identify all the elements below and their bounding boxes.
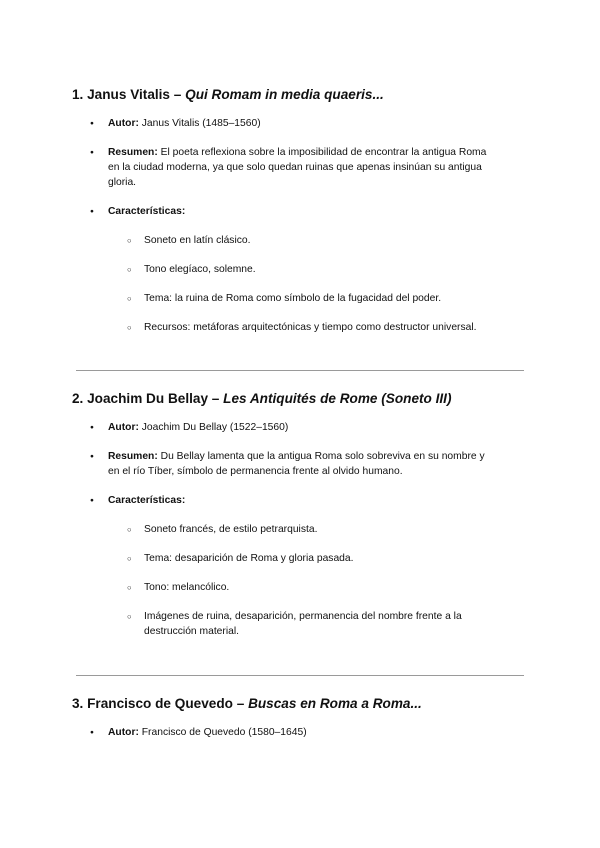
work-title: Les Antiquités de Rome (Soneto III) xyxy=(223,391,452,406)
resumen-line: en la ciudad moderna, ya que solo quedan ruinas que apenas insinúan su antigua xyxy=(108,162,482,173)
caracteristica-text: Recursos: metáforas arquitectónicas y tiempo como destructor universal. xyxy=(144,322,477,333)
section-1 xyxy=(72,86,528,335)
caracteristica-text: Soneto francés, de estilo petrarquista. xyxy=(144,524,318,535)
resumen-line: en el río Tíber, símbolo de permanencia frente al olvido humano. xyxy=(108,466,403,477)
section-1-caracteristicas-list xyxy=(72,233,528,335)
caracteristica-item xyxy=(72,551,528,566)
author-name: Joachim Du Bellay xyxy=(87,391,209,406)
caracteristica-text: Imágenes de ruina, desaparición, permanencia del nombre frente a la xyxy=(144,611,462,622)
autor-value: Janus Vitalis (1485–1560) xyxy=(141,118,261,129)
caracteristica-item xyxy=(72,522,528,537)
section-2 xyxy=(72,390,528,639)
resumen-line: gloria. xyxy=(108,177,137,188)
caracteristicas-item xyxy=(72,204,528,219)
autor-label: Autor: xyxy=(108,422,139,433)
autor-item xyxy=(72,420,528,435)
autor-value: Francisco de Quevedo (1580–1645) xyxy=(141,727,307,738)
section-1-list xyxy=(72,116,528,219)
section-number: 3. xyxy=(72,696,84,711)
autor-label: Autor: xyxy=(108,118,139,129)
caracteristica-text: Soneto en latín clásico. xyxy=(144,235,251,246)
section-2-caracteristicas-list xyxy=(72,522,528,639)
heading-dash: – xyxy=(211,391,220,406)
autor-value: Joachim Du Bellay (1522–1560) xyxy=(141,422,289,433)
heading-dash: – xyxy=(173,87,182,102)
section-3-list xyxy=(72,725,528,740)
resumen-item xyxy=(72,449,528,479)
section-2-list xyxy=(72,420,528,508)
caracteristica-item xyxy=(72,262,528,277)
caracteristicas-label: Características: xyxy=(108,206,186,217)
caracteristica-item xyxy=(72,320,528,335)
author-name: Francisco de Quevedo xyxy=(87,696,233,711)
work-title: Qui Romam in media quaeris... xyxy=(185,87,384,102)
heading-dash: – xyxy=(236,696,245,711)
resumen-item xyxy=(72,145,528,190)
author-name: Janus Vitalis xyxy=(87,87,170,102)
section-3-heading xyxy=(72,695,528,713)
caracteristica-text: Tema: la ruina de Roma como símbolo de la fugacidad del poder. xyxy=(144,293,442,304)
section-divider xyxy=(76,675,524,676)
autor-label: Autor: xyxy=(108,727,139,738)
caracteristicas-item xyxy=(72,493,528,508)
section-divider xyxy=(76,370,524,371)
caracteristica-text: Tono: melancólico. xyxy=(144,582,230,593)
caracteristica-item xyxy=(72,580,528,595)
resumen-line: Du Bellay lamenta que la antigua Roma solo sobreviva en su nombre y xyxy=(160,451,485,462)
work-title: Buscas en Roma a Roma... xyxy=(248,696,422,711)
caracteristica-text: Tono elegíaco, solemne. xyxy=(144,264,256,275)
section-2-heading xyxy=(72,390,528,408)
caracteristica-item xyxy=(72,233,528,248)
autor-item xyxy=(72,116,528,131)
caracteristica-item xyxy=(72,291,528,306)
resumen-label: Resumen: xyxy=(108,451,158,462)
autor-item xyxy=(72,725,528,740)
caracteristica-text: destrucción material. xyxy=(144,626,239,637)
resumen-line: El poeta reflexiona sobre la imposibilidad de encontrar la antigua Roma xyxy=(160,147,487,158)
caracteristica-text: Tema: desaparición de Roma y gloria pasada. xyxy=(144,553,354,564)
caracteristicas-label: Características: xyxy=(108,495,186,506)
caracteristica-item xyxy=(72,609,528,639)
section-3 xyxy=(72,695,528,740)
section-number: 2. xyxy=(72,391,84,406)
section-1-heading xyxy=(72,86,528,104)
section-number: 1. xyxy=(72,87,84,102)
resumen-label: Resumen: xyxy=(108,147,158,158)
